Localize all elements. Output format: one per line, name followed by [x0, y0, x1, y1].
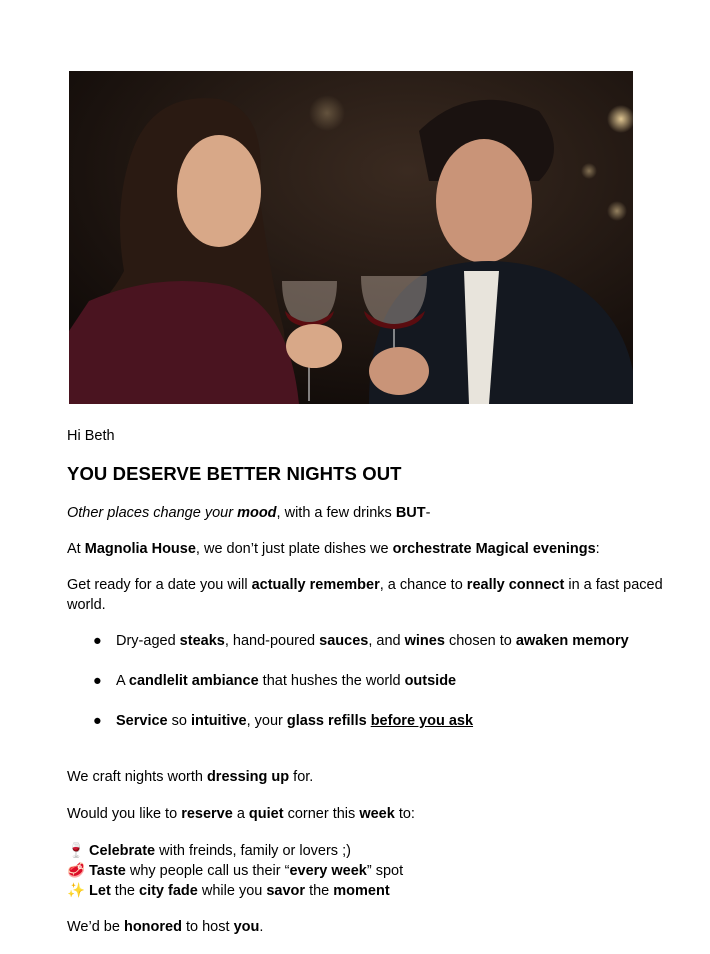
list-item: ✨ Let the city fade while you savor the moment [67, 883, 390, 899]
greeting: Hi Beth [67, 428, 115, 444]
list-item: 🍷 Celebrate with freinds, family or lovers ;) [67, 843, 351, 859]
features-list [67, 631, 692, 731]
reserve-paragraph: Would you like to reserve a quiet corner this week to: [67, 806, 415, 822]
list-item: ● Dry-aged steaks, hand-poured sauces, and wines chosen to awaken memory [93, 633, 629, 649]
steak-icon: 🥩 [67, 863, 86, 879]
wine-glass-icon: 🍷 [67, 843, 86, 859]
brand-paragraph: At Magnolia House, we don’t just plate dishes we orchestrate Magical evenings: [67, 541, 600, 557]
bullet-icon: ● [93, 633, 102, 649]
bullet-icon: ● [93, 713, 102, 729]
bullet-icon: ● [93, 673, 102, 689]
hero-photo [69, 71, 633, 404]
email-body [67, 426, 692, 937]
date-paragraph: Get ready for a date you will actually remember, a chance to really connect in a fast paced world. [67, 577, 663, 613]
craft-paragraph: We craft nights worth dressing up for. [67, 769, 314, 785]
list-item: ● Service so intuitive, your glass refills before you ask [93, 713, 474, 729]
headline: YOU DESERVE BETTER NIGHTS OUT [67, 463, 402, 484]
sparkles-icon: ✨ [67, 883, 86, 899]
intro-paragraph: Other places change your mood, with a few drinks BUT- [67, 505, 431, 521]
reasons-list [67, 841, 692, 901]
list-item: 🥩 Taste why people call us their “every week” spot [67, 863, 404, 879]
list-item: ● A candlelit ambiance that hushes the world outside [93, 673, 457, 689]
closing-line: We’d be honored to host you. [67, 919, 264, 935]
